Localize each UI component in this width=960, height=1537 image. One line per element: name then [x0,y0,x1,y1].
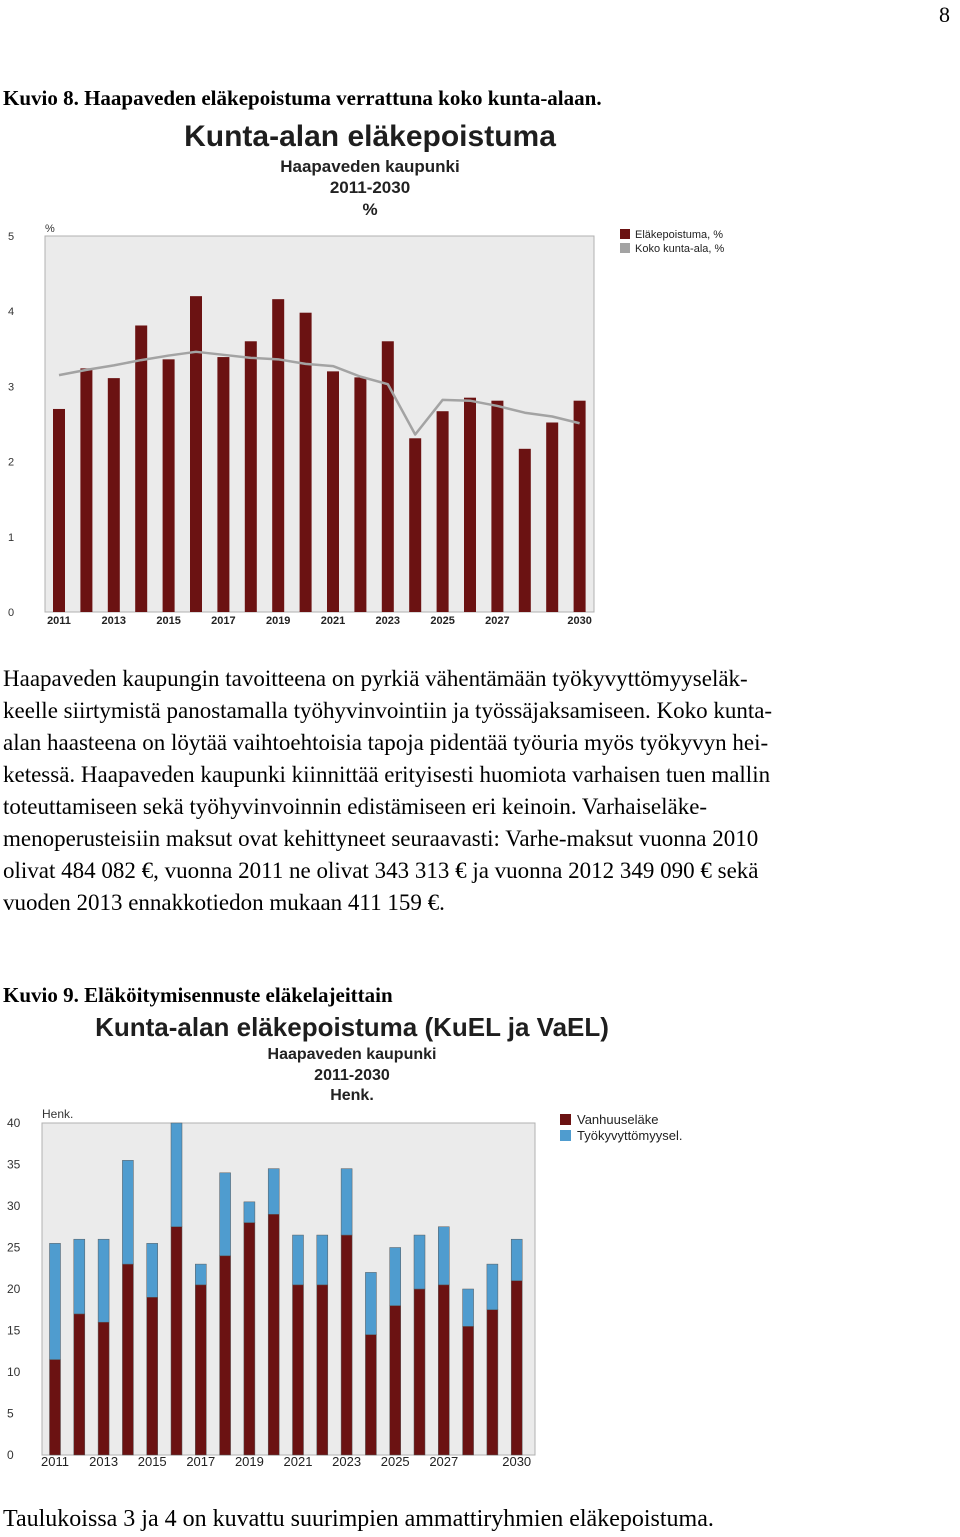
chart2-bar-vanhuuselake [98,1322,109,1455]
chart-retirement-by-type [0,1005,960,1485]
chart2-x-tick-label: 2021 [283,1454,313,1469]
chart1-bar [574,401,586,612]
chart2-bar-tyokyvyttomyysel [438,1227,449,1285]
chart1-x-tick-label: 2025 [430,615,455,627]
chart1-x-tick-label: 2023 [375,615,401,627]
chart1-bar [491,401,503,612]
chart2-y-tick-label: 5 [7,1406,14,1421]
chart2-x-tick-label: 2013 [89,1454,119,1469]
chart1-x-tick-label: 2030 [567,615,592,627]
chart1-bar [464,398,476,612]
chart2-bar-tyokyvyttomyysel [268,1169,279,1215]
chart1-bar [80,368,92,612]
paragraph-line: keelle siirtymistä panostamalla työhyvinvointiin ja työssäjaksamiseen. Koko kunta- [3,698,773,723]
closing-sentence: Taulukoissa 3 ja 4 on kuvattu suurimpien ammattiryhmien eläkepoistuma. [3,1506,714,1532]
figure-9-caption: Kuvio 9. Eläköitymisennuste eläkelajeittain [3,983,393,1007]
chart2-bar-tyokyvyttomyysel [317,1235,328,1285]
chart2-legend-label-tyokyvyttomyysel: Työkyvyttömyysel. [577,1128,683,1143]
page-number: 8 [939,2,950,27]
paragraph-line: menoperusteisiin maksut ovat kehittyneet seuraavasti: Varhe-maksut vuonna 2010 [3,826,759,851]
chart1-y-tick-label: 4 [8,306,15,319]
chart2-x-tick-label: 2025 [380,1454,410,1469]
chart2-bar-vanhuuselake [511,1281,522,1455]
body-paragraph [3,663,943,919]
chart2-x-tick-label: 2015 [137,1454,167,1469]
chart1-title: Kunta-alan eläkepoistuma [184,120,556,153]
paragraph-line: alan haasteena on löytää vaihtoehtoisia tapoja pidentää työuria myös työkyvyn hei- [3,730,769,755]
chart2-legend-label-vanhuuselake: Vanhuuseläke [577,1112,659,1127]
chart2-bar-vanhuuselake [220,1256,231,1455]
chart2-bar-vanhuuselake [268,1214,279,1455]
chart1-y-tick-label: 3 [8,381,15,394]
chart2-subtitle-line1: Haapaveden kaupunki [267,1046,437,1063]
chart2-subtitle-line2: 2011-2030 [314,1067,390,1084]
chart1-legend-label-koko-kunta-ala: Koko kunta-ala, % [635,243,725,255]
chart2-y-tick-label: 15 [7,1323,21,1338]
chart2-y-tick-label: 40 [7,1116,21,1130]
chart2-bar-tyokyvyttomyysel [195,1264,206,1285]
chart2-bar-tyokyvyttomyysel [244,1202,255,1223]
chart2-x-tick-label: 2019 [234,1454,264,1469]
chart1-bar [272,299,284,612]
chart-retirement-percent [0,0,960,640]
chart1-bar [163,359,175,612]
chart2-x-tick-label: 2017 [186,1454,216,1469]
chart2-bar-tyokyvyttomyysel [365,1272,376,1334]
chart2-y-tick-label: 20 [7,1282,21,1296]
chart1-x-tick-label: 2021 [320,615,346,627]
chart1-bar [108,378,120,612]
chart2-bar-vanhuuselake [171,1227,182,1455]
chart1-subtitle-line1: Haapaveden kaupunki [280,157,460,176]
chart1-bar [190,296,202,612]
chart2-bar-vanhuuselake [293,1285,304,1455]
chart2-bar-tyokyvyttomyysel [293,1235,304,1285]
chart1-legend-swatch-elakepoistuma [620,229,630,239]
chart1-subtitle-line2: 2011-2030 [329,178,411,197]
chart1-subtitle-line3: % [362,200,378,219]
chart2-x-tick-label: 2027 [429,1454,459,1469]
chart1-y-tick-label: 1 [8,531,15,544]
chart2-y-tick-label: 30 [7,1199,21,1213]
chart1-bar [245,341,257,612]
chart2-bar-tyokyvyttomyysel [50,1243,61,1359]
chart2-bar-tyokyvyttomyysel [341,1169,352,1235]
paragraph-line: ketessä. Haapaveden kaupunki kiinnittää erityisesti huomiota varhaisen tuen mallin [3,762,771,787]
chart1-bar [519,449,531,612]
chart2-x-tick-label: 2011 [41,1454,69,1469]
chart2-bar-vanhuuselake [487,1310,498,1455]
chart1-y-tick-label: 0 [8,607,15,619]
chart2-bar-vanhuuselake [74,1314,85,1455]
chart2-subtitle-line3: Henk. [330,1087,374,1104]
chart1-bar [135,325,147,612]
chart2-bar-vanhuuselake [244,1223,255,1455]
chart1-legend [620,229,724,255]
figure-8-caption: Kuvio 8. Haapaveden eläkepoistuma verrattuna koko kunta-alaan. [3,86,602,110]
chart1-x-tick-label: 2017 [211,615,236,627]
chart2-legend [560,1112,682,1143]
chart2-y-tick-label: 0 [7,1448,14,1462]
chart2-bar-tyokyvyttomyysel [147,1243,158,1297]
chart1-plot-area [45,236,594,612]
chart2-x-tick-label: 2023 [332,1454,362,1469]
chart2-bar-vanhuuselake [317,1285,328,1455]
chart2-bar-tyokyvyttomyysel [390,1248,401,1306]
chart1-bar [217,357,229,612]
chart2-y-tick-label: 25 [7,1240,21,1255]
chart1-y-tick-label: 5 [8,231,15,243]
chart2-bar-tyokyvyttomyysel [220,1173,231,1256]
chart2-bar-vanhuuselake [122,1264,133,1455]
chart1-bar [327,371,339,612]
chart2-bar-vanhuuselake [390,1306,401,1455]
chart1-x-tick-label: 2011 [47,615,71,627]
chart1-bar [546,422,558,612]
chart2-title: Kunta-alan eläkepoistuma (KuEL ja VaEL) [95,1012,609,1042]
chart2-bar-vanhuuselake [463,1326,474,1455]
chart2-bar-vanhuuselake [147,1297,158,1455]
chart1-bar [300,313,312,612]
chart2-bar-tyokyvyttomyysel [171,1123,182,1227]
chart2-y-tick-label: 35 [7,1157,21,1172]
paragraph-line: Haapaveden kaupungin tavoitteena on pyrkiä vähentämään työkyvyttömyyseläk- [3,666,748,691]
chart2-bar-tyokyvyttomyysel [414,1235,425,1289]
chart2-bar-tyokyvyttomyysel [98,1239,109,1322]
chart2-bar-vanhuuselake [438,1285,449,1455]
chart2-legend-swatch-vanhuuselake [560,1114,571,1125]
chart2-y-tick-label: 10 [7,1365,21,1379]
chart1-x-tick-label: 2015 [156,615,181,627]
paragraph-line: toteuttamiseen sekä työhyvinvoinnin edistämiseen eri keinoin. Varhaiseläke- [3,794,708,819]
chart2-bar-tyokyvyttomyysel [74,1239,85,1314]
chart2-bar-vanhuuselake [365,1335,376,1455]
chart2-bar-tyokyvyttomyysel [511,1239,522,1281]
chart2-bar-tyokyvyttomyysel [463,1289,474,1326]
chart2-plot-area [42,1123,535,1455]
chart2-legend-swatch-tyokyvyttomyysel [560,1130,571,1141]
chart2-bar-vanhuuselake [414,1289,425,1455]
paragraph-line: vuoden 2013 ennakkotiedon mukaan 411 159 €. [3,890,445,915]
chart1-x-tick-label: 2027 [485,615,510,627]
chart1-y-tick-label: 2 [8,456,15,469]
chart2-x-tick-label: 2030 [502,1454,532,1469]
chart1-x-tick-label: 2013 [101,615,127,627]
chart1-y-unit-label: % [45,223,55,235]
chart2-bar-vanhuuselake [50,1360,61,1455]
chart2-bar-tyokyvyttomyysel [487,1264,498,1310]
chart1-bar [409,438,421,612]
chart2-y-unit-label: Henk. [42,1107,74,1121]
chart1-bar [53,409,65,612]
chart1-bar [354,377,366,612]
chart1-bar [437,411,449,612]
chart1-legend-swatch-koko-kunta-ala [620,243,630,253]
paragraph-line: olivat 484 082 €, vuonna 2011 ne olivat 343 313 € ja vuonna 2012 349 090 € sekä [3,858,759,883]
chart2-bar-vanhuuselake [195,1285,206,1455]
chart2-bar-vanhuuselake [341,1235,352,1455]
chart1-x-tick-label: 2019 [265,615,291,627]
chart1-legend-label-elakepoistuma: Eläkepoistuma, % [635,229,724,241]
chart2-bar-tyokyvyttomyysel [122,1160,133,1264]
